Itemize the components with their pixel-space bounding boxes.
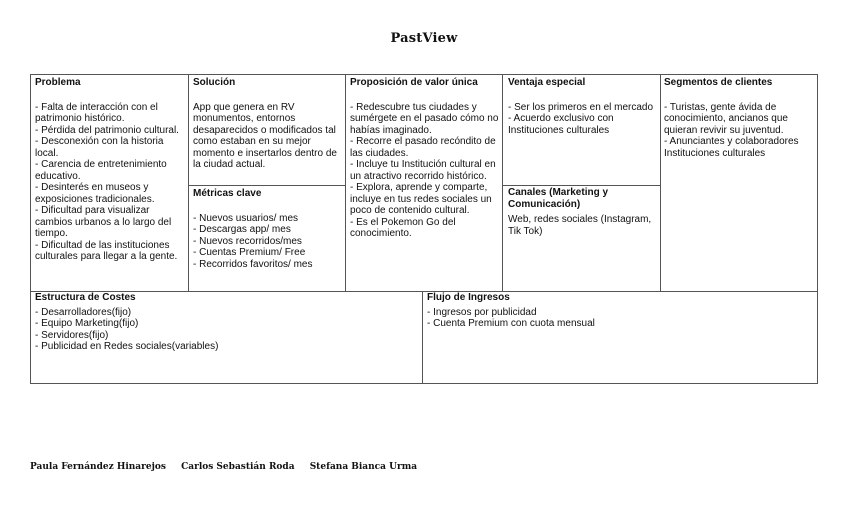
list-item: - Nuevos usuarios/ mes: [193, 212, 299, 224]
propuesta-list: [350, 102, 502, 240]
author-name: Stefana Bianca Urma: [309, 462, 418, 472]
propuesta-cell: [350, 77, 502, 240]
list-item: - Incluye tu Institución cultural en un atractivo recorrido histórico.: [350, 159, 496, 182]
list-item: - Dificultad de las instituciones culturales para llegar a la gente.: [35, 239, 178, 262]
list-item: - Explora, aprende y comparte, incluye en tus redes sociales un poco de contenido cultural.: [350, 182, 492, 216]
ventaja-cell: [508, 77, 662, 136]
author-name: Paula Fernández Hinarejos: [30, 462, 166, 472]
segmentos-list: [664, 102, 814, 160]
list-item: - Servidores(fijo): [35, 329, 109, 341]
costes-list: [35, 307, 415, 353]
segmentos-cell: [664, 77, 814, 159]
metricas-cell: [193, 188, 345, 270]
propuesta-heading: Proposición de valor única: [350, 77, 478, 88]
ingresos-list: [427, 307, 812, 330]
list-item: - Pérdida del patrimonio cultural.: [35, 124, 179, 136]
canales-cell: [508, 187, 662, 237]
list-item: - Desinterés en museos y exposiciones tradicionales.: [35, 182, 155, 205]
segmentos-heading: Segmentos de clientes: [664, 77, 773, 88]
problema-cell: [35, 77, 185, 263]
ventaja-heading: Ventaja especial: [508, 77, 586, 88]
solucion-text: App que genera en RV monumentos, entornos desaparecidos o modificados tal como estaban en su mejor momento e insertarlos dentro de la ciudad actual.: [193, 101, 337, 170]
list-item: - Publicidad en Redes sociales(variables): [35, 341, 219, 352]
costes-heading: Estructura de Costes: [35, 292, 136, 303]
list-item: - Desconexión con la historia local.: [35, 136, 164, 159]
list-item: - Carencia de entretenimiento educativo.: [35, 159, 167, 182]
ingresos-cell: [427, 292, 812, 330]
list-item: - Turistas, gente ávida de conocimiento, ancianos que quieran revivir su juventud.: [664, 101, 788, 136]
solucion-heading: Solución: [193, 77, 236, 88]
list-item: - Falta de interacción con el patrimonio histórico.: [35, 101, 158, 124]
ventaja-list: [508, 102, 662, 137]
solucion-cell: [193, 77, 345, 171]
list-item: - Descargas app/ mes: [193, 224, 291, 235]
costes-cell: [35, 292, 415, 353]
list-item: - Ingresos por publicidad: [427, 306, 537, 318]
list-item: - Cuentas Premium/ Free: [193, 247, 306, 258]
list-item: - Dificultad para visualizar cambios urbanos a lo largo del tiempo.: [35, 205, 172, 239]
author-name: Carlos Sebastián Roda: [181, 462, 295, 472]
divider: [502, 185, 660, 186]
list-item: - Cuenta Premium con cuota mensual: [427, 318, 595, 329]
divider: [188, 185, 345, 186]
lean-canvas-table: [30, 74, 818, 384]
divider: [345, 75, 346, 291]
metricas-list: [193, 213, 345, 271]
list-item: - Equipo Marketing(fijo): [35, 318, 139, 329]
problema-list: [35, 102, 185, 263]
list-item: - Acuerdo exclusivo con Instituciones culturales: [508, 113, 614, 136]
divider: [422, 291, 423, 384]
authors-line: [30, 462, 429, 472]
list-item: - Es el Pokemon Go del conocimiento.: [350, 216, 456, 239]
list-item: - Desarrolladores(fijo): [35, 306, 132, 318]
list-item: - Recorridos favoritos/ mes: [193, 258, 313, 270]
canales-text: Web, redes sociales (Instagram, Tik Tok): [508, 214, 652, 237]
divider: [502, 75, 503, 291]
list-item: - Nuevos recorridos/mes: [193, 235, 302, 247]
ingresos-heading: Flujo de Ingresos: [427, 292, 510, 303]
canales-heading: Canales (Marketing y Comunicación): [508, 187, 609, 210]
list-item: - Redescubre tus ciudades y sumérgete en el pasado cómo no habías imaginado.: [350, 101, 499, 136]
list-item: - Recorre el pasado recóndito de las ciudades.: [350, 136, 496, 159]
list-item: - Anunciantes y colaboradores Instituciones culturales: [664, 136, 799, 159]
document-title: PastView: [390, 31, 458, 46]
metricas-heading: Métricas clave: [193, 188, 262, 199]
divider: [188, 75, 189, 291]
list-item: - Ser los primeros en el mercado: [508, 101, 654, 113]
problema-heading: Problema: [35, 77, 81, 88]
